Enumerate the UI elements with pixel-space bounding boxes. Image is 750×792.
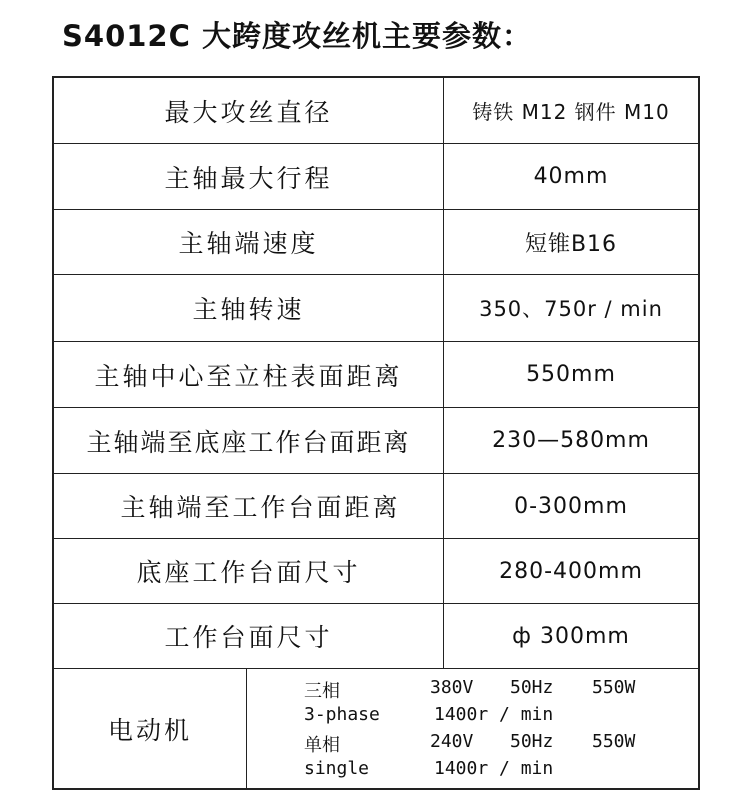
param-value: 350、750r / min — [479, 297, 663, 321]
motor-phase: single — [304, 758, 370, 779]
param-label: 主轴中心至立柱表面距离 — [54, 342, 444, 407]
table-row — [54, 408, 698, 474]
param-value: 40mm — [533, 164, 609, 189]
table-row — [54, 275, 698, 342]
motor-frequency: 50Hz — [510, 731, 554, 752]
table-row — [54, 474, 698, 539]
param-label: 主轴端至工作台面距离 — [54, 474, 444, 538]
table-row — [54, 539, 698, 604]
param-value: 550mm — [526, 362, 616, 387]
table-row — [54, 78, 698, 144]
motor-voltage: 240V — [430, 731, 474, 752]
table-row — [54, 604, 698, 669]
param-value: 短锥B16 — [524, 231, 618, 257]
param-label: 最大攻丝直径 — [54, 78, 444, 143]
motor-power: 550W — [592, 731, 636, 752]
motor-phase: 三相 — [304, 681, 340, 702]
motor-speed: 1400r / min — [434, 758, 554, 779]
motor-voltage: 380V — [430, 677, 474, 698]
param-value: 230—580mm — [492, 428, 650, 453]
motor-row — [54, 669, 698, 788]
param-label: 主轴最大行程 — [54, 144, 444, 209]
param-value: 0-300mm — [514, 493, 628, 519]
page-title: S4012C 大跨度攻丝机主要参数： — [62, 19, 532, 53]
table-row — [54, 342, 698, 408]
table-row — [54, 210, 698, 275]
motor-power: 550W — [592, 677, 636, 698]
motor-label: 电动机 — [54, 669, 247, 788]
motor-speed: 1400r / min — [434, 704, 554, 725]
param-label: 底座工作台面尺寸 — [54, 539, 444, 603]
param-value: ф 300mm — [512, 623, 630, 649]
motor-phase: 单相 — [304, 735, 340, 756]
spec-table — [52, 76, 700, 790]
param-value: 280-400mm — [499, 558, 643, 584]
param-value: 铸铁 M12 钢件 M10 — [472, 100, 670, 124]
param-label: 工作台面尺寸 — [54, 604, 444, 668]
param-label: 主轴转速 — [54, 275, 444, 341]
motor-phase: 3-phase — [304, 704, 380, 725]
param-label: 主轴端至底座工作台面距离 — [54, 408, 444, 473]
param-label: 主轴端速度 — [54, 210, 444, 274]
table-row — [54, 144, 698, 210]
motor-frequency: 50Hz — [510, 677, 554, 698]
